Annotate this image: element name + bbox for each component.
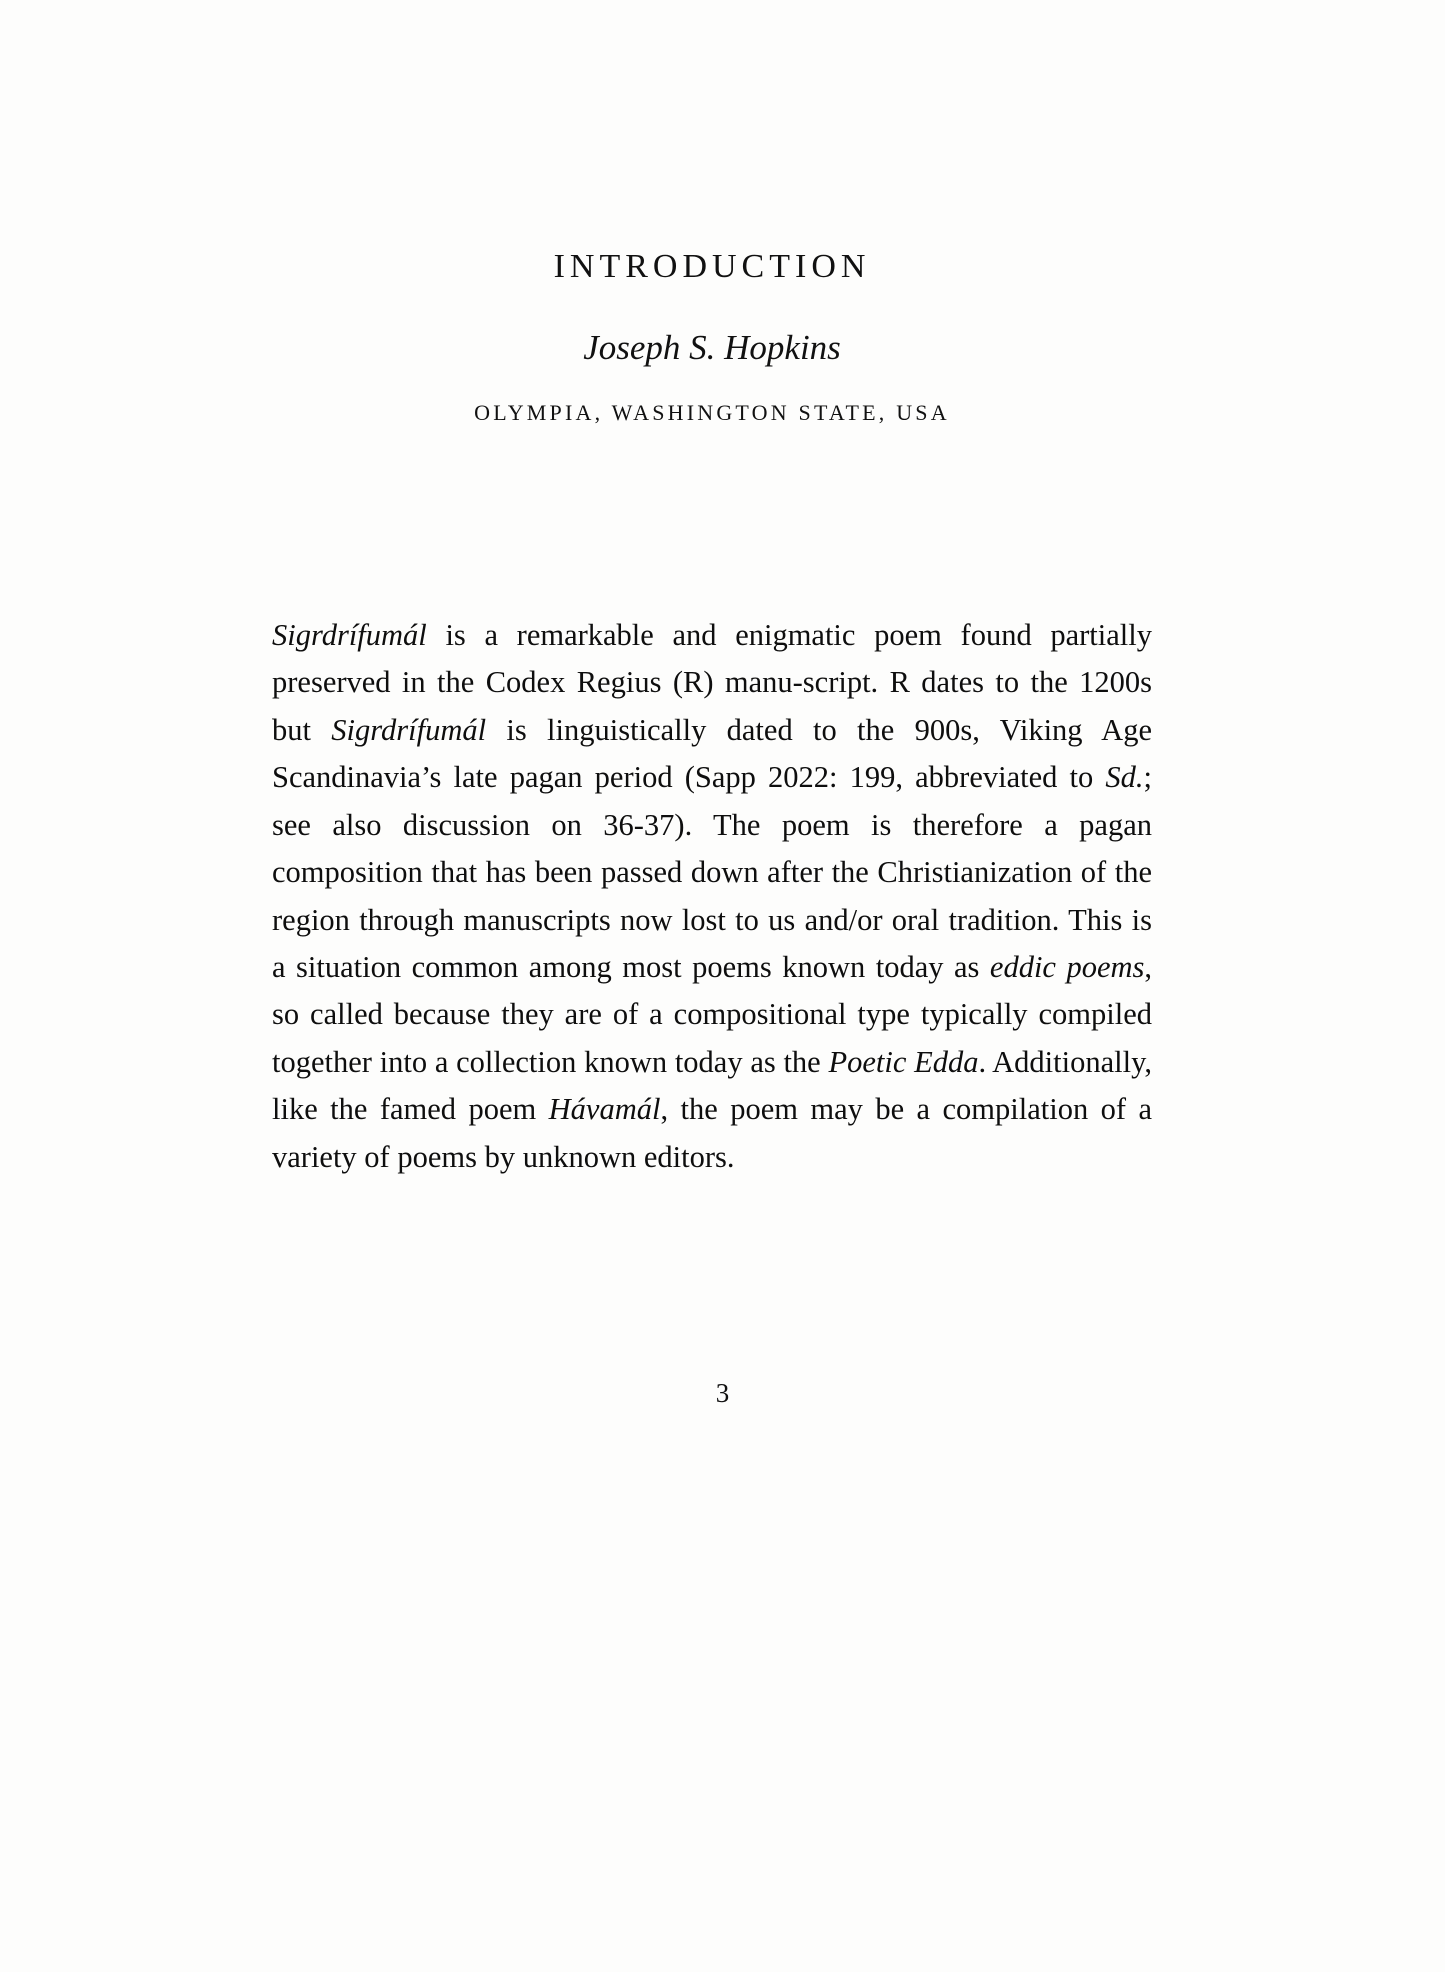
text-run: , so called because they are of a compositional type typically compiled together into a collection known today as the xyxy=(272,949,1153,1079)
text-run: is a remarkable and enigmatic poem found partially preserved in the Codex Regius (R) manu-script. R dates to the 1200s but xyxy=(272,618,1152,747)
page-number: 3 xyxy=(715,1378,730,1408)
text-run: , the poem may be a compilation of a variety of poems by unknown editors. xyxy=(272,1092,1152,1174)
italic-term: Poetic Edda xyxy=(828,1044,979,1079)
author-affiliation: OLYMPIA, WASHINGTON STATE, USA xyxy=(474,400,950,425)
italic-term: Sigrdrífumál xyxy=(272,618,427,652)
page-title: INTRODUCTION xyxy=(553,248,871,285)
page-content xyxy=(272,0,1152,1972)
italic-term: Hávamál xyxy=(548,1092,661,1127)
author-name: Joseph S. Hopkins xyxy=(583,328,841,367)
italic-term: eddic poems xyxy=(989,949,1145,984)
body-block xyxy=(272,612,1152,1181)
intro-paragraph xyxy=(272,612,1152,1181)
text-run: . Additionally, like the famed poem xyxy=(272,1044,1152,1127)
text-run: is linguistically dated to the 900s, Viking Age Scandinavia’s late pagan period (Sapp 2022: 199, abbreviated to xyxy=(272,712,1152,795)
italic-term: Sigrdrífumál xyxy=(331,712,487,747)
italic-term: Sd. xyxy=(1105,760,1144,795)
text-run: ; see also discussion on 36-37). The poem is therefore a pagan composition that has been passed down after the Christianization of the region through manuscripts now lost to us and/or oral tradition. This is a situation common among most poems known today as xyxy=(272,760,1152,984)
